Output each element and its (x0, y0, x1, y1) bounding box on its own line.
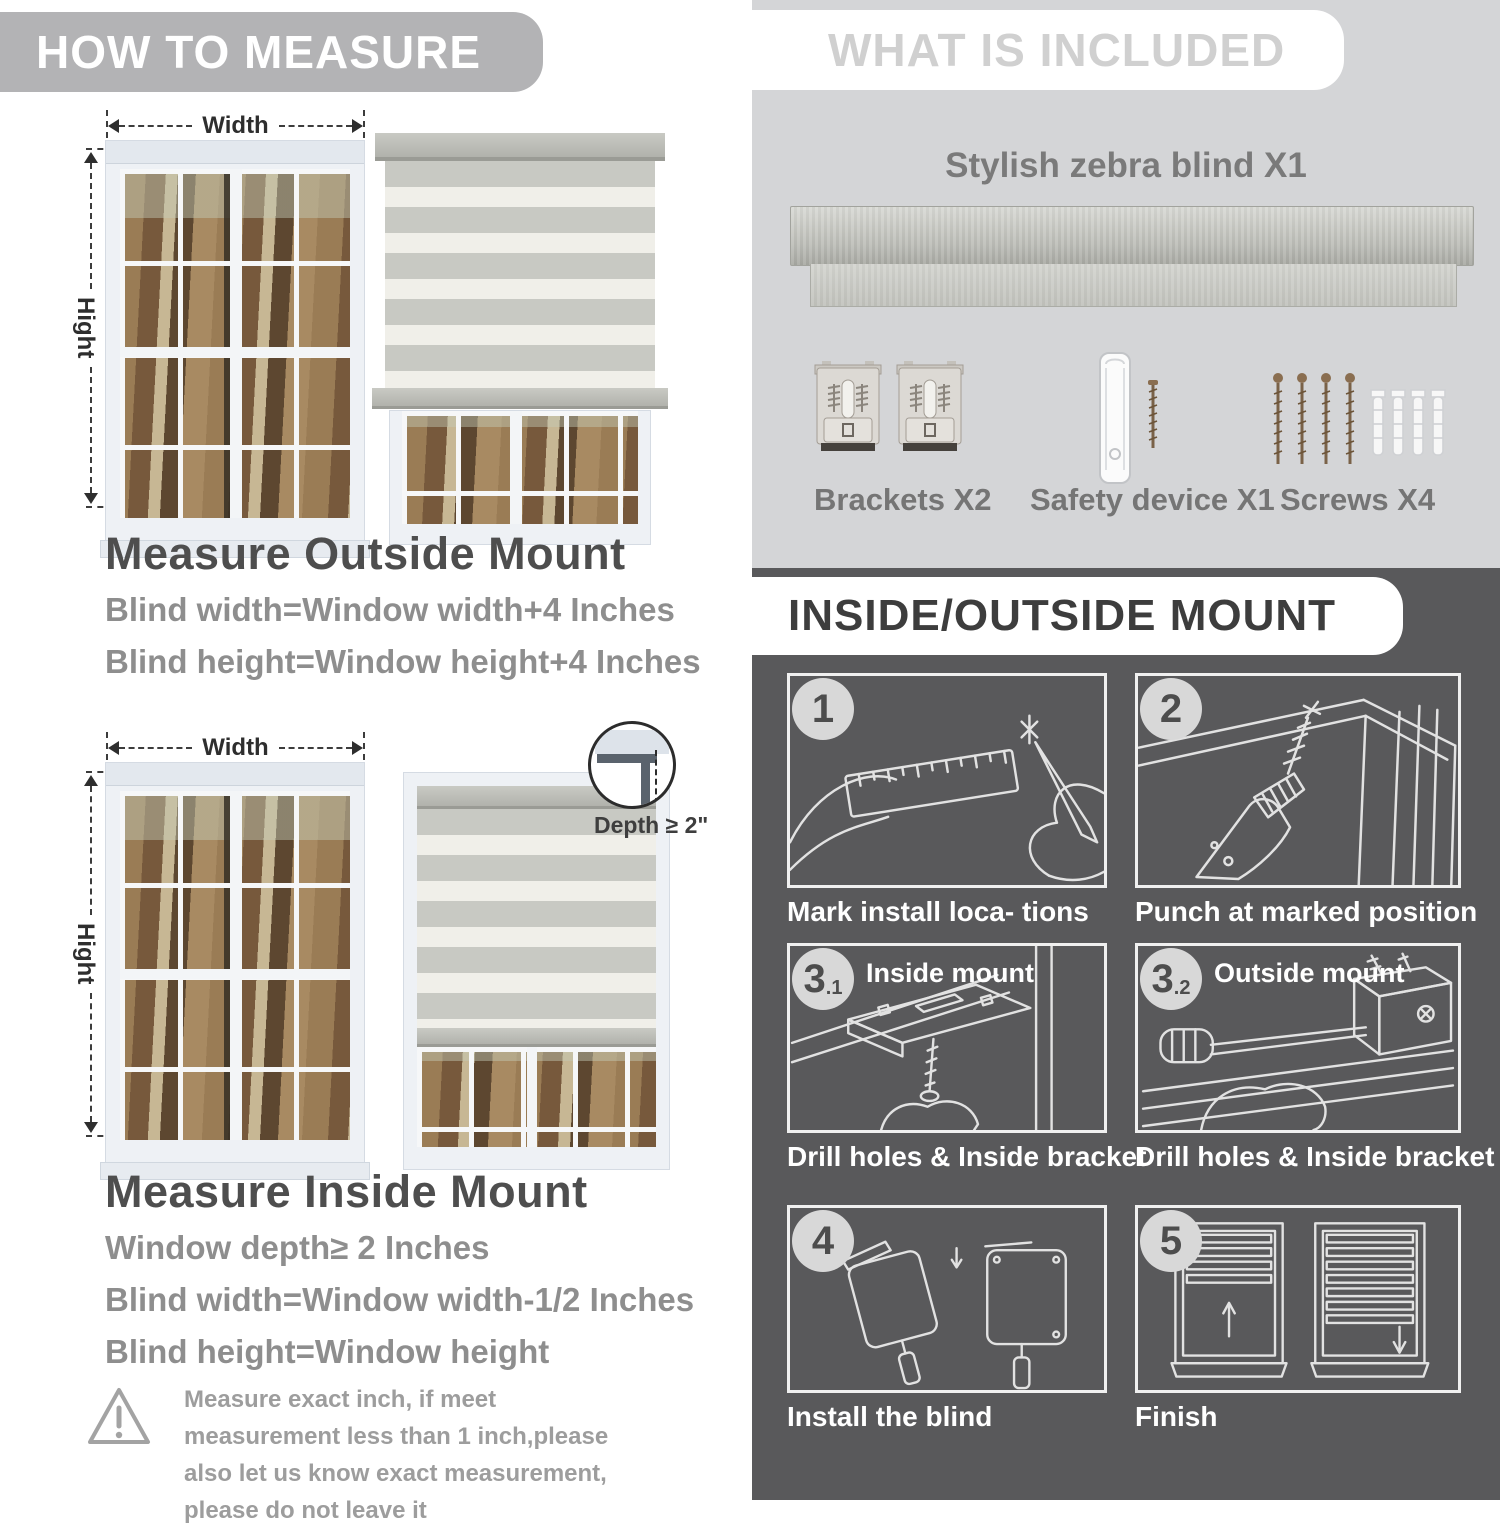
how-to-measure-title: HOW TO MEASURE (36, 26, 482, 78)
step-4-caption: Install the blind (787, 1401, 993, 1432)
step-3-2-caption: Drill holes & Inside bracket (1135, 1141, 1495, 1172)
what-is-included-section (752, 0, 1500, 568)
how-to-measure-section (0, 0, 752, 1524)
step-panel-3-1 (787, 943, 1107, 1133)
blind-headrail (375, 133, 665, 161)
bracket-icon (814, 360, 882, 456)
blind-bottom-rail (417, 1028, 656, 1047)
step-1-badge: 1 (792, 678, 854, 740)
window-under-blind (417, 1047, 656, 1147)
step-3-1-badge: 3 .1 (792, 948, 854, 1010)
step-4-badge: 4 (792, 1210, 854, 1272)
width-arrow-inside (108, 734, 363, 761)
warning-text: Measure exact inch, if meet measurement less than 1 inch,please also let us know exact measurement, please do not leave it (184, 1386, 609, 1524)
up-arrow-icon (1223, 1303, 1234, 1337)
outside-line-1: Blind width=Window width+4 Inches (105, 591, 675, 628)
depth-label: Depth ≥ 2" (594, 812, 709, 838)
window-panes (120, 169, 350, 518)
brackets-image (814, 360, 964, 456)
zebra-blind-headrail-lower (810, 264, 1457, 307)
outside-mount-title: Measure Outside Mount (105, 528, 626, 579)
down-arrow-icon (1394, 1327, 1405, 1353)
what-is-included-header (752, 10, 1344, 90)
arrow-up-icon (84, 152, 98, 163)
warning-triangle-icon (86, 1386, 152, 1446)
step-2-badge: 2 (1140, 678, 1202, 740)
inside-line-2: Blind width=Window width-1/2 Inches (105, 1281, 695, 1318)
arrow-up-icon (84, 775, 98, 786)
inside-mount-lines (105, 1222, 694, 1378)
arrow-left-icon (108, 119, 119, 133)
step-5-caption: Finish (1135, 1401, 1218, 1432)
product-label: Stylish zebra blind X1 (945, 146, 1307, 185)
screw-icon (1148, 380, 1158, 448)
what-is-included-title: WHAT IS INCLUDED (828, 24, 1286, 76)
mark-icon (1022, 716, 1038, 743)
inside-mount-title: Measure Inside Mount (105, 1166, 588, 1217)
arrow-right-icon (352, 119, 363, 133)
screw-icon (1273, 373, 1355, 464)
step-panel-2 (1135, 673, 1461, 888)
screws-image (1270, 368, 1456, 480)
down-arrow-icon (952, 1248, 962, 1267)
arrow-left-icon (108, 741, 119, 755)
height-arrow (72, 152, 104, 504)
height-label: Hight (73, 289, 97, 366)
step-panel-1 (787, 673, 1107, 888)
height-arrow-inside (72, 775, 104, 1133)
inside-line-1: Window depth≥ 2 Inches (105, 1229, 490, 1266)
window-under-blind (389, 410, 651, 545)
inside-line-3: Blind height=Window height (105, 1333, 550, 1370)
blind-bottom-rail (372, 388, 668, 409)
zebra-blind-headrail-image (790, 206, 1474, 266)
arrow-right-icon (352, 741, 363, 755)
depth-detail-icon (588, 721, 676, 809)
safety-device-label: Safety device X1 (1030, 482, 1275, 517)
anchor-icon (1371, 390, 1445, 455)
step-5-badge: 5 (1140, 1210, 1202, 1272)
arrow-down-icon (84, 1122, 98, 1133)
mount-instructions-section (752, 568, 1500, 1500)
window-photo-inside (105, 762, 365, 1167)
brackets-label: Brackets X2 (814, 482, 992, 517)
step-panel-5 (1135, 1205, 1461, 1393)
width-label: Width (192, 736, 278, 760)
mount-header (752, 577, 1403, 655)
step-3-2-title: Outside mount (1214, 958, 1405, 988)
window-panes (120, 791, 350, 1140)
outside-mount-lines (105, 584, 701, 688)
outside-line-2: Blind height=Window height+4 Inches (105, 643, 701, 680)
step-panel-4 (787, 1205, 1107, 1393)
zebra-blind-outside (375, 133, 665, 545)
step-1-caption: Mark install loca- tions (787, 896, 1089, 927)
bracket-icon (896, 360, 964, 456)
step-3-1-caption: Drill holes & Inside bracket (787, 1141, 1147, 1172)
height-label: Hight (73, 915, 97, 992)
arrow-down-icon (84, 493, 98, 504)
blind-stripes (417, 809, 656, 1028)
window-photo-outside (105, 140, 365, 545)
mount-title: INSIDE/OUTSIDE MOUNT (788, 591, 1337, 640)
blind-stripes (385, 161, 655, 388)
step-panel-3-2 (1135, 943, 1461, 1133)
step-2-caption: Punch at marked position (1135, 896, 1478, 927)
width-arrow (108, 112, 363, 139)
screws-label: Screws X4 (1280, 482, 1436, 517)
step-3-1-title: Inside mount (866, 958, 1034, 988)
how-to-measure-header (0, 12, 543, 92)
step-3-2-badge: 3 .2 (1140, 948, 1202, 1010)
safety-device-icon (1092, 350, 1172, 490)
width-label: Width (192, 114, 278, 138)
